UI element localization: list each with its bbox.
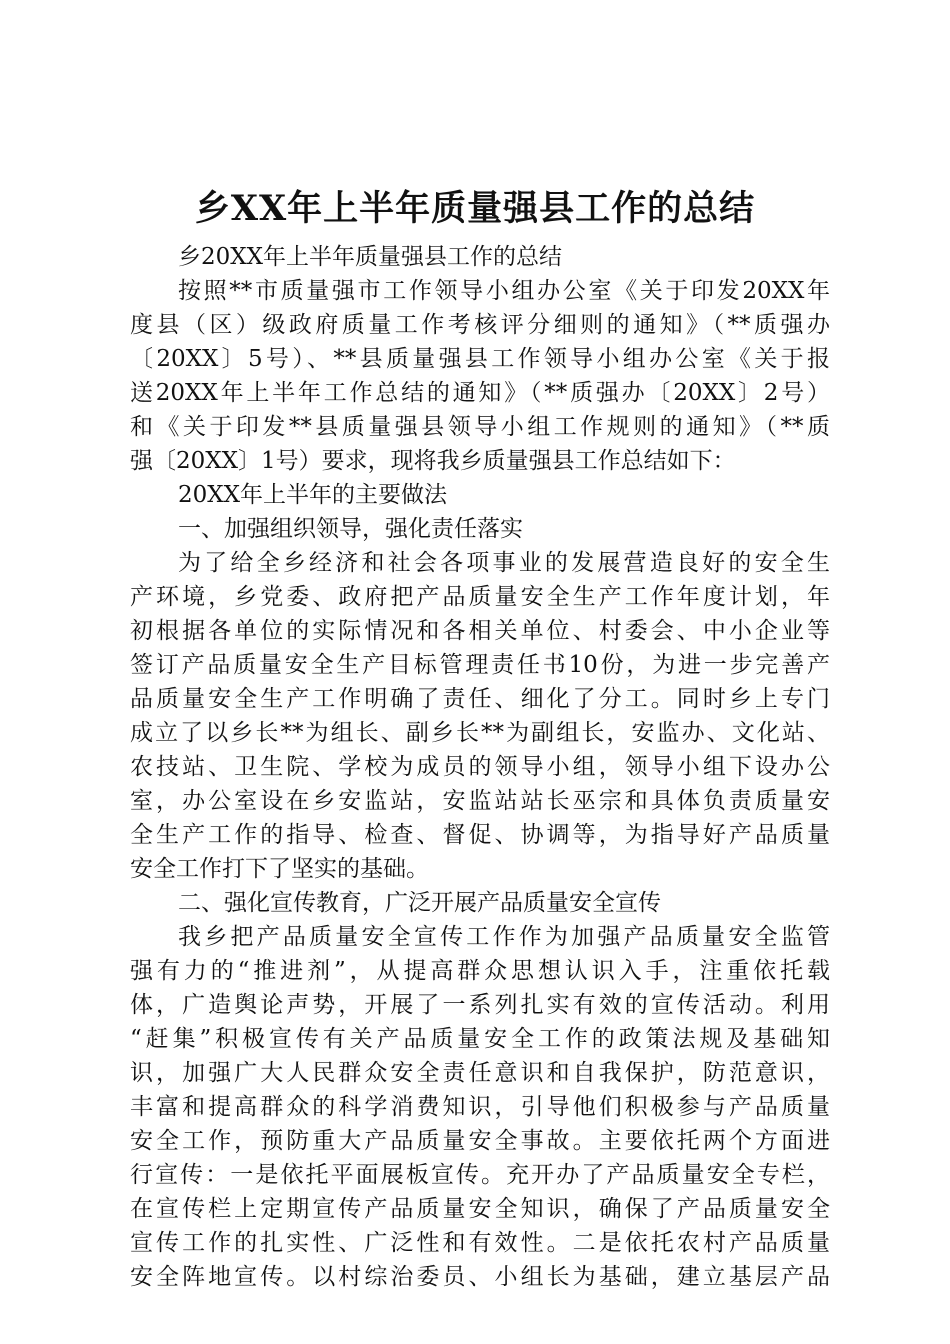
body-line: “赶集”积极宣传有关产品质量安全工作的政策法规及基础知 bbox=[130, 1026, 830, 1052]
body-line: 初根据各单位的实际情况和各相关单位、村委会、中小企业等 bbox=[130, 618, 830, 644]
body-line: 和《关于印发**县质量强县领导小组工作规则的通知》（**质 bbox=[130, 414, 830, 440]
body-line: 度县（区）级政府质量工作考核评分细则的通知》（**质强办 bbox=[130, 312, 830, 338]
body-line: 签订产品质量安全生产目标管理责任书10份，为进一步完善产 bbox=[130, 652, 830, 678]
section-heading: 二、强化宣传教育，广泛开展产品质量安全宣传 bbox=[178, 890, 661, 916]
body-line: 宣传工作的扎实性、广泛性和有效性。二是依托农村产品质量 bbox=[130, 1230, 830, 1256]
body-line: 产环境，乡党委、政府把产品质量安全生产工作年度计划，年 bbox=[130, 584, 830, 610]
body-line: 安全阵地宣传。以村综治委员、小组长为基础，建立基层产品 bbox=[130, 1264, 830, 1290]
body-line: 强〔20XX〕1号）要求，现将我乡质量强县工作总结如下： bbox=[130, 448, 736, 474]
section-heading: 20XX年上半年的主要做法 bbox=[178, 482, 448, 508]
body-line: 我乡把产品质量安全宣传工作作为加强产品质量安全监管 bbox=[178, 924, 830, 950]
document-title: 乡XX年上半年质量强县工作的总结 bbox=[194, 188, 756, 229]
body-line: 识，加强广大人民群众安全责任意识和自我保护，防范意识， bbox=[130, 1060, 830, 1086]
body-line: 按照**市质量强市工作领导小组办公室《关于印发20XX年 bbox=[178, 278, 830, 304]
body-line: 安全工作打下了坚实的基础。 bbox=[130, 856, 429, 882]
body-line: 丰富和提高群众的科学消费知识，引导他们积极参与产品质量 bbox=[130, 1094, 830, 1120]
body-line: 〔20XX〕5号）、**县质量强县工作领导小组办公室《关于报 bbox=[130, 346, 830, 372]
body-line: 全生产工作的指导、检查、督促、协调等，为指导好产品质量 bbox=[130, 822, 830, 848]
body-line: 体，广造舆论声势，开展了一系列扎实有效的宣传活动。利用 bbox=[130, 992, 830, 1018]
body-line: 强有力的“推进剂”，从提高群众思想认识入手，注重依托载 bbox=[130, 958, 830, 984]
body-line: 室，办公室设在乡安监站，安监站站长巫宗和具体负责质量安 bbox=[130, 788, 830, 814]
body-line: 为了给全乡经济和社会各项事业的发展营造良好的安全生 bbox=[178, 550, 830, 576]
body-line: 成立了以乡长**为组长、副乡长**为副组长，安监办、文化站、 bbox=[130, 720, 830, 746]
body-line: 品质量安全生产工作明确了责任、细化了分工。同时乡上专门 bbox=[130, 686, 830, 712]
body-line: 在宣传栏上定期宣传产品质量安全知识，确保了产品质量安全 bbox=[130, 1196, 830, 1222]
body-line: 行宣传：一是依托平面展板宣传。充开办了产品质量安全专栏， bbox=[130, 1162, 830, 1188]
body-line: 农技站、卫生院、学校为成员的领导小组，领导小组下设办公 bbox=[130, 754, 830, 780]
section-heading: 一、加强组织领导，强化责任落实 bbox=[178, 516, 523, 542]
body-line: 送20XX年上半年工作总结的通知》（**质强办〔20XX〕2号） bbox=[130, 380, 830, 406]
subtitle-line: 乡20XX年上半年质量强县工作的总结 bbox=[178, 244, 563, 270]
body-line: 安全工作，预防重大产品质量安全事故。主要依托两个方面进 bbox=[130, 1128, 830, 1154]
